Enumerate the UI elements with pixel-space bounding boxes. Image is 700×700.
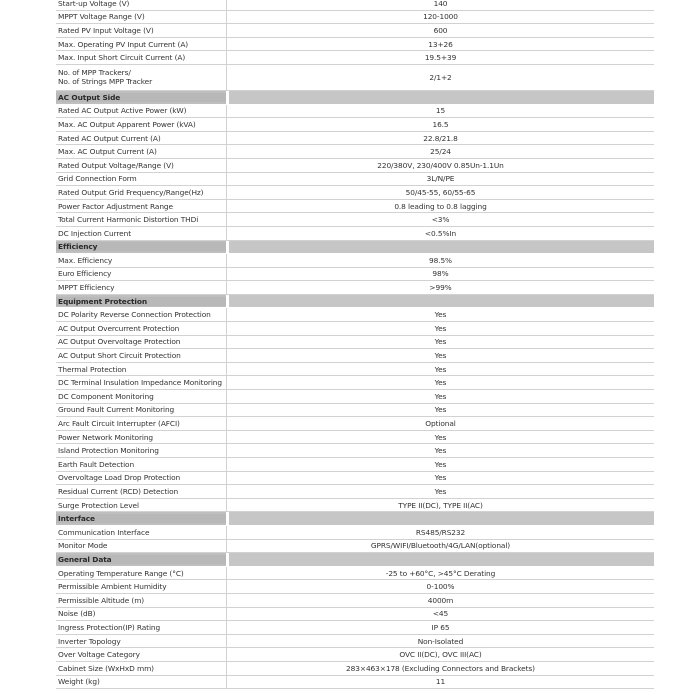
spec-value: 98%	[432, 269, 449, 279]
spec-row	[56, 51, 654, 65]
spec-row	[56, 485, 654, 499]
spec-value: GPRS/WIFI/Bluetooth/4G/LAN(optional)	[370, 541, 511, 551]
spec-row	[56, 65, 654, 91]
spec-value: Yes	[434, 486, 447, 496]
spec-label: Ingress Protection(IP) Rating	[58, 622, 161, 632]
spec-row	[56, 608, 654, 622]
spec-row	[56, 38, 654, 52]
section-value-blank	[229, 295, 654, 308]
spec-label: DC Polarity Reverse Connection Protection	[58, 310, 211, 320]
spec-row	[56, 186, 654, 200]
spec-label: DC Injection Current	[58, 228, 131, 238]
spec-label: Island Protection Monitoring	[58, 446, 159, 456]
spec-value: 283×463×178 (Excluding Connectors and Brackets)	[346, 663, 535, 673]
spec-value: Non-Isolated	[417, 636, 464, 646]
spec-label: Start-up Voltage (V)	[58, 0, 130, 8]
spec-label: No. of MPP Trackers/ No. of Strings MPP Tracker	[58, 67, 153, 87]
spec-row	[56, 404, 654, 418]
spec-value: 15	[435, 106, 446, 116]
spec-label: Rated AC Output Current (A)	[58, 133, 161, 143]
spec-label: Weight (kg)	[58, 677, 100, 687]
spec-value: 22.8/21.8	[423, 133, 458, 143]
spec-label: AC Output Short Circuit Protection	[58, 351, 181, 361]
section-header-interface	[56, 512, 654, 526]
spec-label: Ground Fault Current Monitoring	[58, 405, 175, 415]
spec-row	[56, 472, 654, 486]
spec-label: MPPT Efficiency	[58, 283, 115, 293]
spec-label: DC Terminal Insulation Impedance Monitoring	[58, 378, 222, 388]
spec-value: Yes	[434, 378, 447, 388]
spec-row	[56, 213, 654, 227]
spec-value: 0-100%	[426, 582, 455, 592]
spec-value: 98.5%	[429, 255, 452, 265]
spec-row	[56, 458, 654, 472]
spec-label: Monitor Mode	[58, 541, 108, 551]
spec-value: >99%	[429, 283, 452, 293]
spec-value: 16.5	[432, 119, 449, 129]
spec-label: Power Network Monitoring	[58, 432, 154, 442]
spec-label: Max. Efficiency	[58, 255, 113, 265]
section-title: Interface	[56, 514, 226, 523]
spec-value: 13+26	[428, 39, 453, 49]
spec-row	[56, 118, 654, 132]
spec-label: Residual Current (RCD) Detection	[58, 486, 179, 496]
spec-row	[56, 308, 654, 322]
spec-value: Yes	[434, 364, 447, 374]
section-title: Equipment Protection	[56, 297, 226, 306]
spec-label: Max. AC Output Current (A)	[58, 147, 157, 157]
spec-value: 0.8 leading to 0.8 lagging	[394, 201, 487, 211]
spec-label: Earth Fault Detection	[58, 459, 135, 469]
spec-label: Grid Connection Form	[58, 174, 137, 184]
spec-row	[56, 24, 654, 38]
spec-value: Yes	[434, 432, 447, 442]
spec-row	[56, 676, 654, 690]
section-value-blank	[229, 553, 654, 566]
spec-value: 600	[433, 25, 448, 35]
spec-row	[56, 444, 654, 458]
spec-label: Surge Protection Level	[58, 500, 139, 510]
spec-table	[56, 0, 654, 689]
spec-label: AC Output Overvoltage Protection	[58, 337, 181, 347]
section-header-efficiency	[56, 241, 654, 255]
spec-label: Total Current Harmonic Distortion THDi	[58, 215, 199, 225]
spec-value: OVC II(DC), OVC III(AC)	[399, 650, 482, 660]
spec-label: Thermal Protection	[58, 364, 127, 374]
spec-label: Max. Input Short Circuit Current (A)	[58, 53, 186, 63]
spec-value: IP 65	[431, 622, 450, 632]
spec-row	[56, 635, 654, 649]
spec-value: <0.5%In	[424, 228, 457, 238]
section-header-ac-output-side	[56, 91, 654, 105]
spec-label: Noise (dB)	[58, 609, 96, 619]
spec-row	[56, 11, 654, 25]
spec-value: 140	[433, 0, 448, 8]
spec-value: TYPE II(DC), TYPE II(AC)	[398, 500, 483, 510]
spec-value: <3%	[431, 215, 450, 225]
spec-label: Communication Interface	[58, 527, 150, 537]
spec-label: Rated Output Grid Frequency/Range(Hz)	[58, 187, 204, 197]
spec-value: Yes	[434, 473, 447, 483]
spec-label: Euro Efficiency	[58, 269, 112, 279]
spec-value: Yes	[434, 446, 447, 456]
spec-row	[56, 0, 654, 11]
spec-label: Rated Output Voltage/Range (V)	[58, 160, 174, 170]
spec-value: Yes	[434, 459, 447, 469]
spec-row	[56, 322, 654, 336]
spec-value: 2/1+2	[429, 72, 452, 82]
spec-value: 25/24	[430, 147, 451, 157]
section-value-blank	[229, 241, 654, 254]
section-header-equipment-protection	[56, 295, 654, 309]
spec-row	[56, 254, 654, 268]
section-value-blank	[229, 512, 654, 525]
spec-label: AC Output Overcurrent Protection	[58, 323, 180, 333]
spec-value: 3L/N/PE	[426, 174, 455, 184]
spec-row	[56, 431, 654, 445]
spec-label: Power Factor Adjustment Range	[58, 201, 173, 211]
spec-label: Over Voltage Category	[58, 650, 140, 660]
spec-label: Cabinet Size (WxHxD mm)	[58, 663, 154, 673]
section-title: AC Output Side	[56, 93, 226, 102]
spec-row	[56, 621, 654, 635]
spec-row	[56, 567, 654, 581]
spec-value: Yes	[434, 310, 447, 320]
spec-label: MPPT Voltage Range (V)	[58, 12, 145, 22]
spec-value: Yes	[434, 323, 447, 333]
spec-row	[56, 281, 654, 295]
spec-row	[56, 594, 654, 608]
spec-row	[56, 227, 654, 241]
spec-value: 50/45-55, 60/55-65	[405, 187, 476, 197]
spec-row	[56, 159, 654, 173]
spec-value: Yes	[434, 337, 447, 347]
spec-row	[56, 580, 654, 594]
spec-row	[56, 145, 654, 159]
spec-row	[56, 526, 654, 540]
spec-row	[56, 648, 654, 662]
section-title: General Data	[56, 555, 226, 564]
spec-label: Operating Temperature Range (°C)	[58, 568, 184, 578]
spec-row	[56, 200, 654, 214]
section-header-general-data	[56, 553, 654, 567]
spec-label: Max. AC Output Apparent Power (kVA)	[58, 119, 196, 129]
spec-value: RS485/RS232	[415, 527, 466, 537]
section-value-blank	[229, 91, 654, 104]
spec-row	[56, 499, 654, 513]
spec-label: Permissible Altitude (m)	[58, 595, 145, 605]
spec-label: Rated AC Output Active Power (kW)	[58, 106, 187, 116]
spec-value: 19.5+39	[424, 53, 457, 63]
spec-row	[56, 540, 654, 554]
spec-value: 220/380V, 230/400V 0.85Un-1.1Un	[377, 160, 504, 170]
spec-row	[56, 132, 654, 146]
spec-label: Arc Fault Circuit Interrupter (AFCI)	[58, 419, 180, 429]
spec-value: Optional	[425, 419, 456, 429]
spec-value: 11	[435, 677, 446, 687]
spec-value: <45	[432, 609, 449, 619]
spec-row	[56, 336, 654, 350]
spec-row	[56, 390, 654, 404]
spec-value: Yes	[434, 351, 447, 361]
spec-value: -25 to +60°C, >45°C Derating	[385, 568, 496, 578]
spec-value: Yes	[434, 391, 447, 401]
spec-row	[56, 417, 654, 431]
spec-value: 4000m	[427, 595, 454, 605]
spec-row	[56, 105, 654, 119]
spec-label: Overvoltage Load Drop Protection	[58, 473, 181, 483]
spec-label: DC Component Monitoring	[58, 391, 154, 401]
section-title: Efficiency	[56, 242, 226, 251]
spec-label: Max. Operating PV Input Current (A)	[58, 39, 189, 49]
spec-value: 120-1000	[423, 12, 458, 22]
spec-row	[56, 349, 654, 363]
spec-row	[56, 662, 654, 676]
spec-label: Permissible Ambient Humidity	[58, 582, 167, 592]
spec-row	[56, 268, 654, 282]
spec-value: Yes	[434, 405, 447, 415]
spec-row	[56, 173, 654, 187]
spec-label: Inverter Topology	[58, 636, 121, 646]
spec-label: Rated PV Input Voltage (V)	[58, 25, 154, 35]
spec-row	[56, 376, 654, 390]
spec-row	[56, 363, 654, 377]
